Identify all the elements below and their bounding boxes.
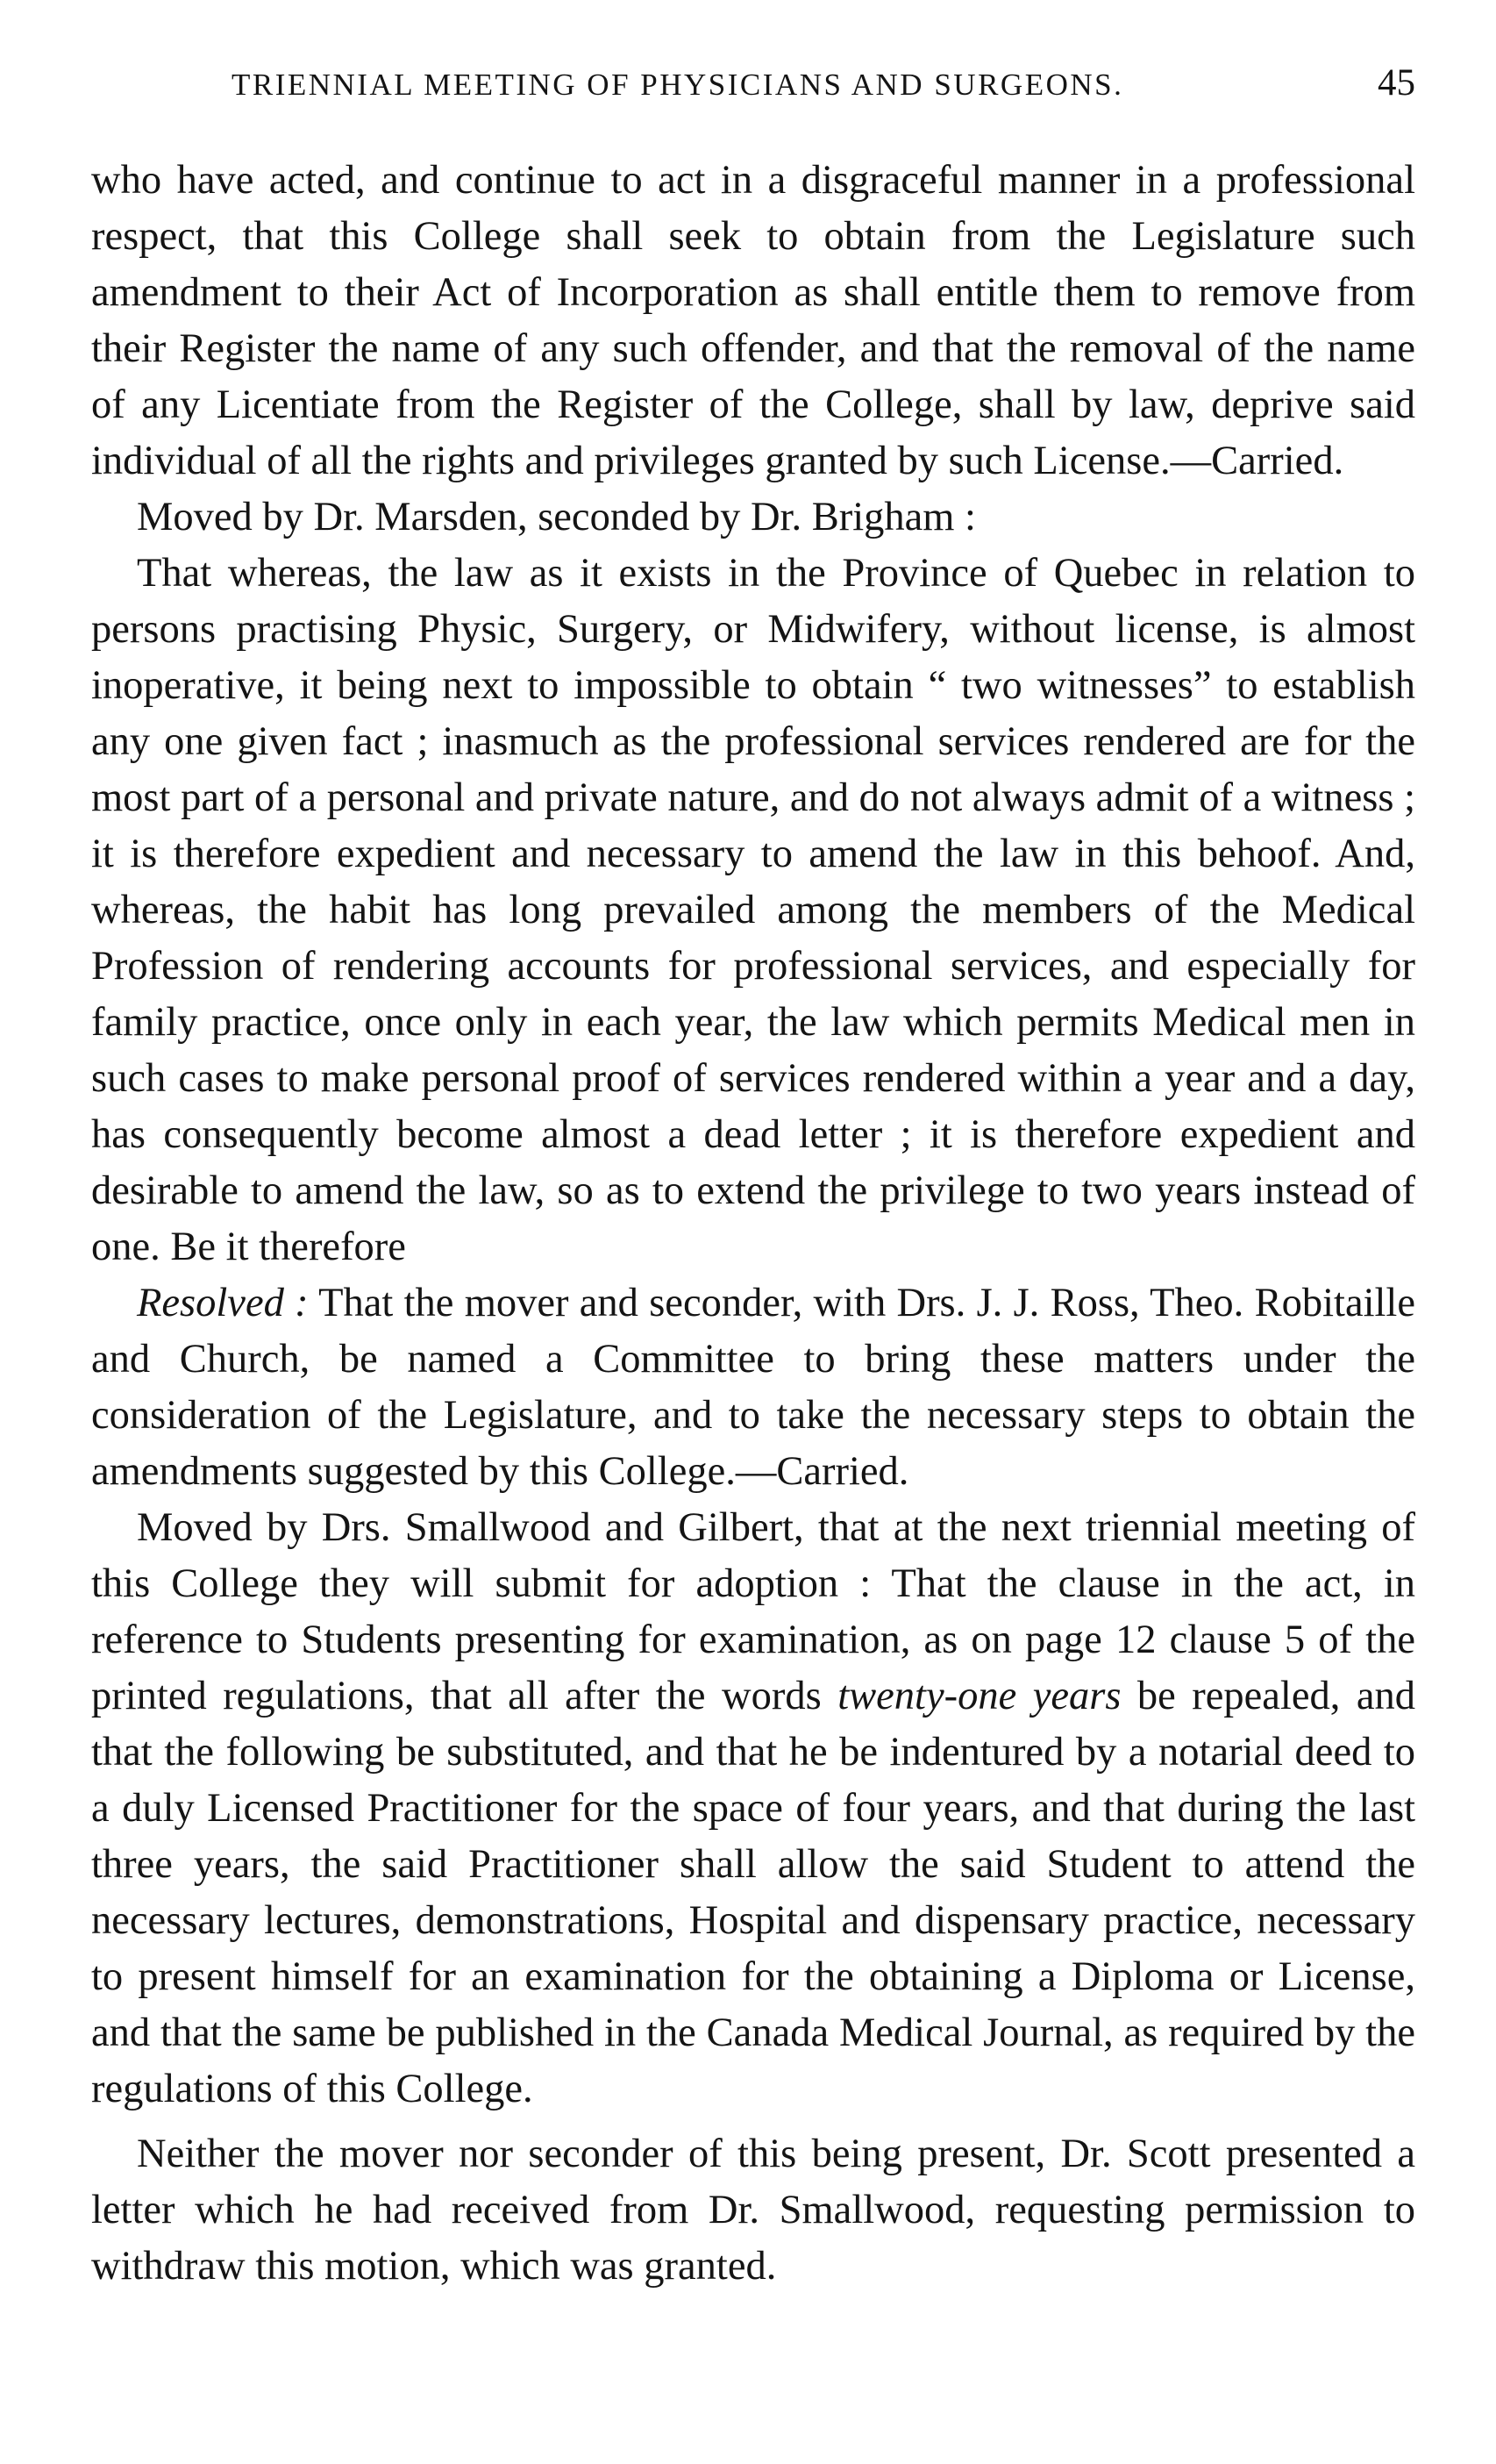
paragraph-continuation: who have acted, and continue to act in a disgraceful manner in a professional respect, that this College shall seek to obtain from the Legislature such amendment to their Act of Incorporation as shall entitle them to remove from their Register the name of any such offender, and that the removal of the name of any Licentiate from the Register of the College, shall by law, deprive said individual of all the rights and privileges granted by such License.—Carried. (91, 158, 1415, 483)
paragraph-resolved (91, 1275, 1415, 1500)
book-page (91, 61, 1415, 2295)
paragraph-whereas: That whereas, the law as it exists in the Province of Quebec in relation to persons practising Physic, Surgery, or Midwifery, without license, is almost inoperative, it being next to impossible to obtain “ two witnesses” to establish any one given fact ; inasmuch as the professional services rendered are for the most part of a personal and private nature, and do not always admit of a witness ; it is therefore expedient and necessary to amend the law in this behoof. And, whereas, the habit has long prevailed among the members of the Medical Profession of rendering accounts for professional services, and especially for family practice, once only in each year, the law which permits Medical men in such cases to make personal proof of services rendered within a year and a day, has consequently become almost a dead letter ; it is therefore expedient and desirable to amend the law, so as to extend the privilege to two years instead of one. Be it therefore (91, 551, 1415, 1269)
running-title: TRIENNIAL MEETING OF PHYSICIANS AND SURGEONS. (232, 68, 1124, 102)
resolved-lead: Resolved : (137, 1281, 309, 1325)
paragraph-motion-smallwood (91, 1500, 1415, 2118)
page-number: 45 (1378, 62, 1415, 104)
paragraph-motion-marsden: Moved by Dr. Marsden, seconded by Dr. Brigham : (137, 495, 976, 539)
motion-text-before: Moved by Drs. Smallwood and Gilbert, that at the next triennial meeting of this College they will submit for adoption : That the clause in the act, in reference to Students presenting for examination, as on page 12 clause 5 of the printed regulations, that all after the words (91, 1505, 1415, 1718)
running-head (91, 61, 1415, 123)
body-text (91, 153, 1415, 2295)
resolved-text: That the mover and seconder, with Drs. J. J. Ross, Theo. Robitaille and Church, be named a Committee to bring these matters under the consideration of the Legislature, and to take the necessary steps to obtain the amendments suggested by this College.—Carried. (91, 1281, 1415, 1494)
motion-text-after: be repealed, and that the following be substituted, and that he be indentured by a notarial deed to a duly Licensed Practitioner for the space of four years, and that during the last three years, the said Practitioner shall allow the said Student to attend the necessary lectures, demonstrations, Hospital and dispensary practice, necessary to present himself for an examination for the obtaining a Diploma or License, and that the same be published in the Canada Medical Journal, as required by the regulations of this College. (91, 1674, 1415, 2111)
motion-italic-phrase: twenty-one years (837, 1674, 1122, 1718)
paragraph-withdrawal: Neither the mover nor seconder of this being present, Dr. Scott presented a letter which he had received from Dr. Smallwood, requesting permission to withdraw this motion, which was granted. (91, 2132, 1415, 2289)
